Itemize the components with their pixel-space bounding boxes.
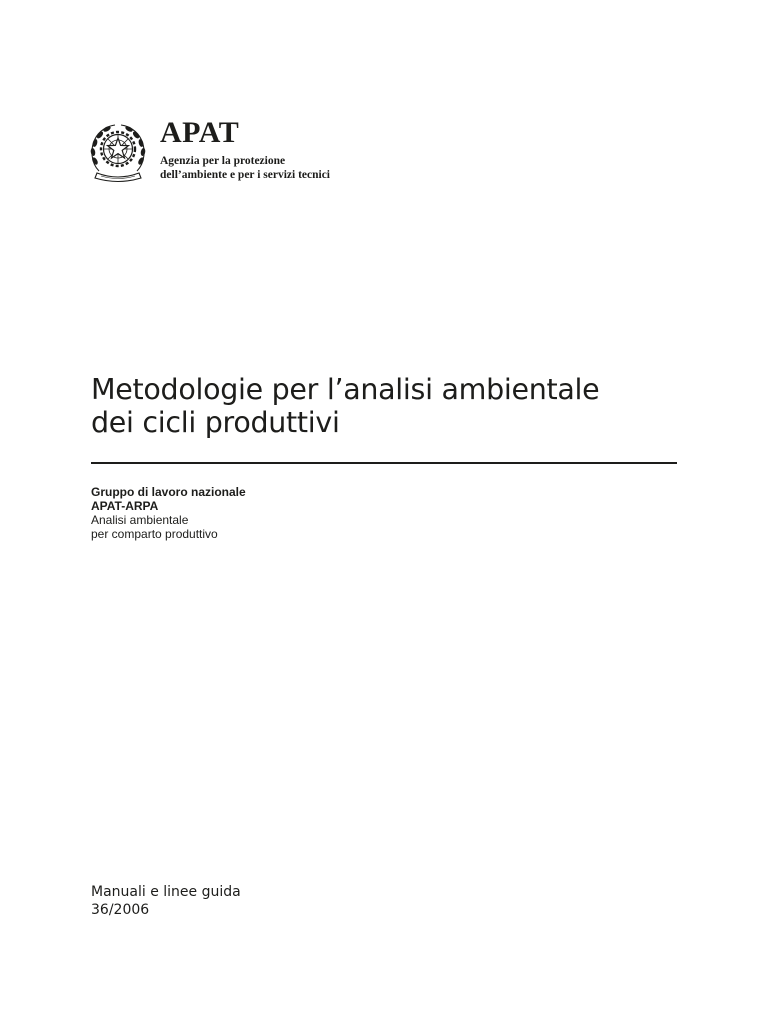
series-block [91,883,241,919]
workgroup-code: APAT-ARPA [91,499,159,513]
agency-subtitle [160,154,330,182]
italian-republic-emblem-icon [89,121,147,185]
title-divider [91,462,677,464]
document-title-line: Metodologie per l’analisi ambientale [91,373,600,406]
agency-subtitle-line: dell’ambiente e per i servizi tecnici [160,169,331,181]
document-title [91,373,691,439]
workgroup-block [91,485,246,541]
agency-subtitle-line: Agenzia per la protezione [160,155,286,167]
series-name: Manuali e linee guida [91,884,241,900]
workgroup-topic: per comparto produttivo [91,527,218,541]
agency-name: APAT [160,116,240,149]
document-title-line: dei cicli produttivi [91,406,340,439]
workgroup-name: Gruppo di lavoro nazionale [91,485,246,499]
series-number: 36/2006 [91,902,150,918]
workgroup-topic: Analisi ambientale [91,513,189,527]
